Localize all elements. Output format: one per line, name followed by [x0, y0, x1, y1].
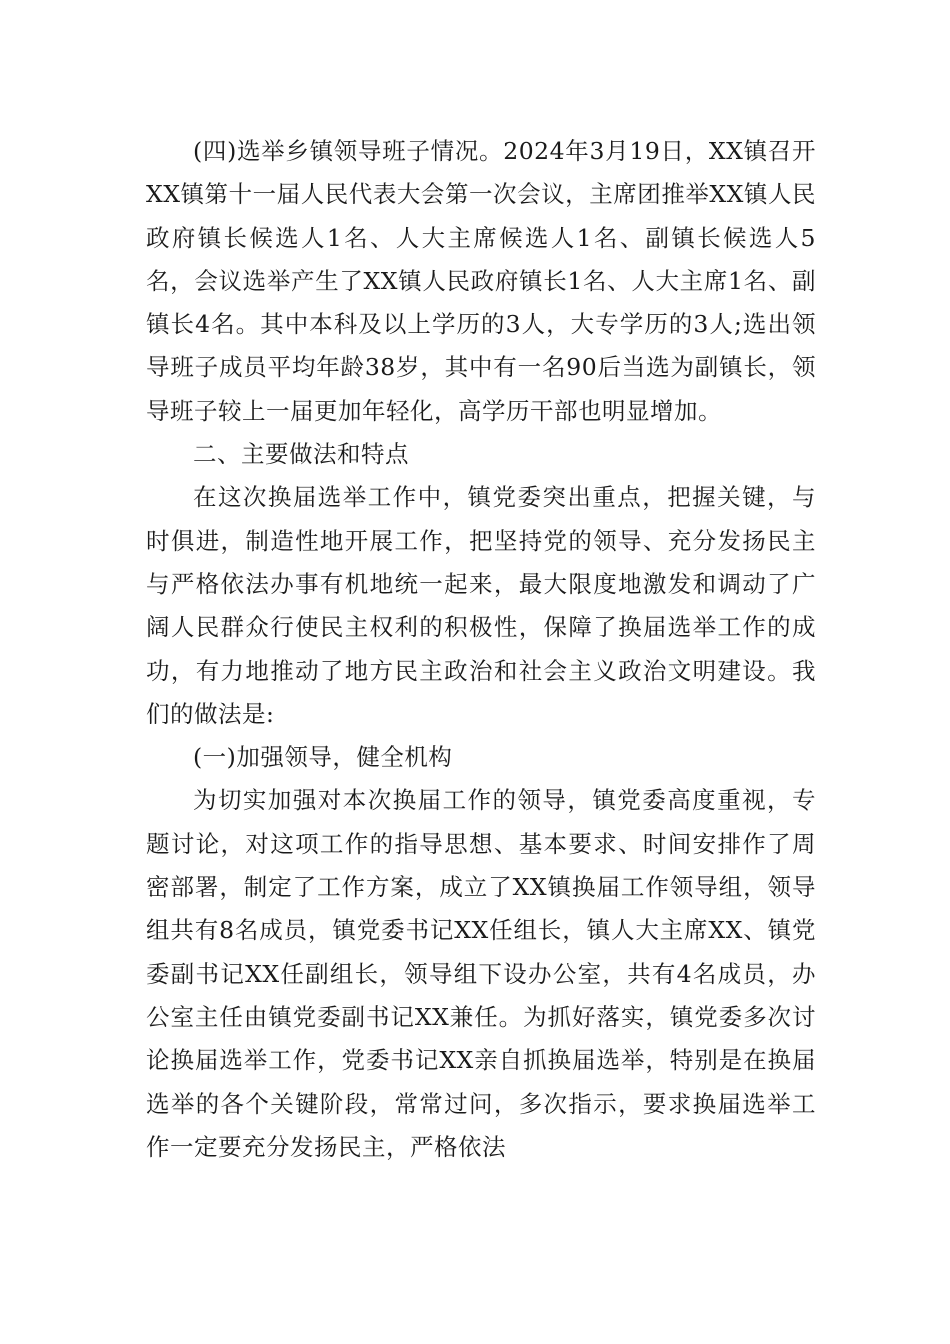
paragraph-leadership-details: 为切实加强对本次换届工作的领导，镇党委高度重视，专题讨论，对这项工作的指导思想、基本要求、时间安排作了周密部署，制定了工作方案，成立了XX镇换届工作领导组，领导组共有8名成员，镇党委书记XX任组长，镇人大主席XX、镇党委副书记XX任副组长，领导组下设办公室，共有4名成员，办公室主任由镇党委副书记XX兼任。为抓好落实，镇党委多次讨论换届选举工作，党委书记XX亲自抓换届选举，特别是在换届选举的各个关键阶段，常常过问，多次指示，要求换届选举工作一定要充分发扬民主，严格依法 [146, 786, 816, 1161]
document-body [146, 130, 816, 1169]
section-heading-main-practices: 二、主要做法和特点 [193, 440, 409, 469]
paragraph-practices-intro: 在这次换届选举工作中，镇党委突出重点，把握关键，与时俱进，制造性地开展工作，把坚持党的领导、充分发扬民主与严格依法办事有机地统一起来，最大限度地激发和调动了广阔人民群众行使民主权利的积极性，保障了换届选举工作的成功，有力地推动了地方民主政治和社会主义政治文明建设。我们的做法是: [146, 483, 816, 728]
subheading-strengthen-leadership: (一)加强领导，健全机构 [193, 743, 453, 772]
paragraph-election-leadership: (四)选举乡镇领导班子情况。2024年3月19日，XX镇召开XX镇第十一届人民代表大会第一次会议，主席团推举XX镇人民政府镇长候选人1名、人大主席候选人1名、副镇长候选人5名，会议选举产生了XX镇人民政府镇长1名、人大主席1名、副镇长4名。其中本科及以上学历的3人，大专学历的3人;选出领导班子成员平均年龄38岁，其中有一名90后当选为副镇长，领导班子较上一届更加年轻化，高学历干部也明显增加。 [146, 137, 816, 425]
